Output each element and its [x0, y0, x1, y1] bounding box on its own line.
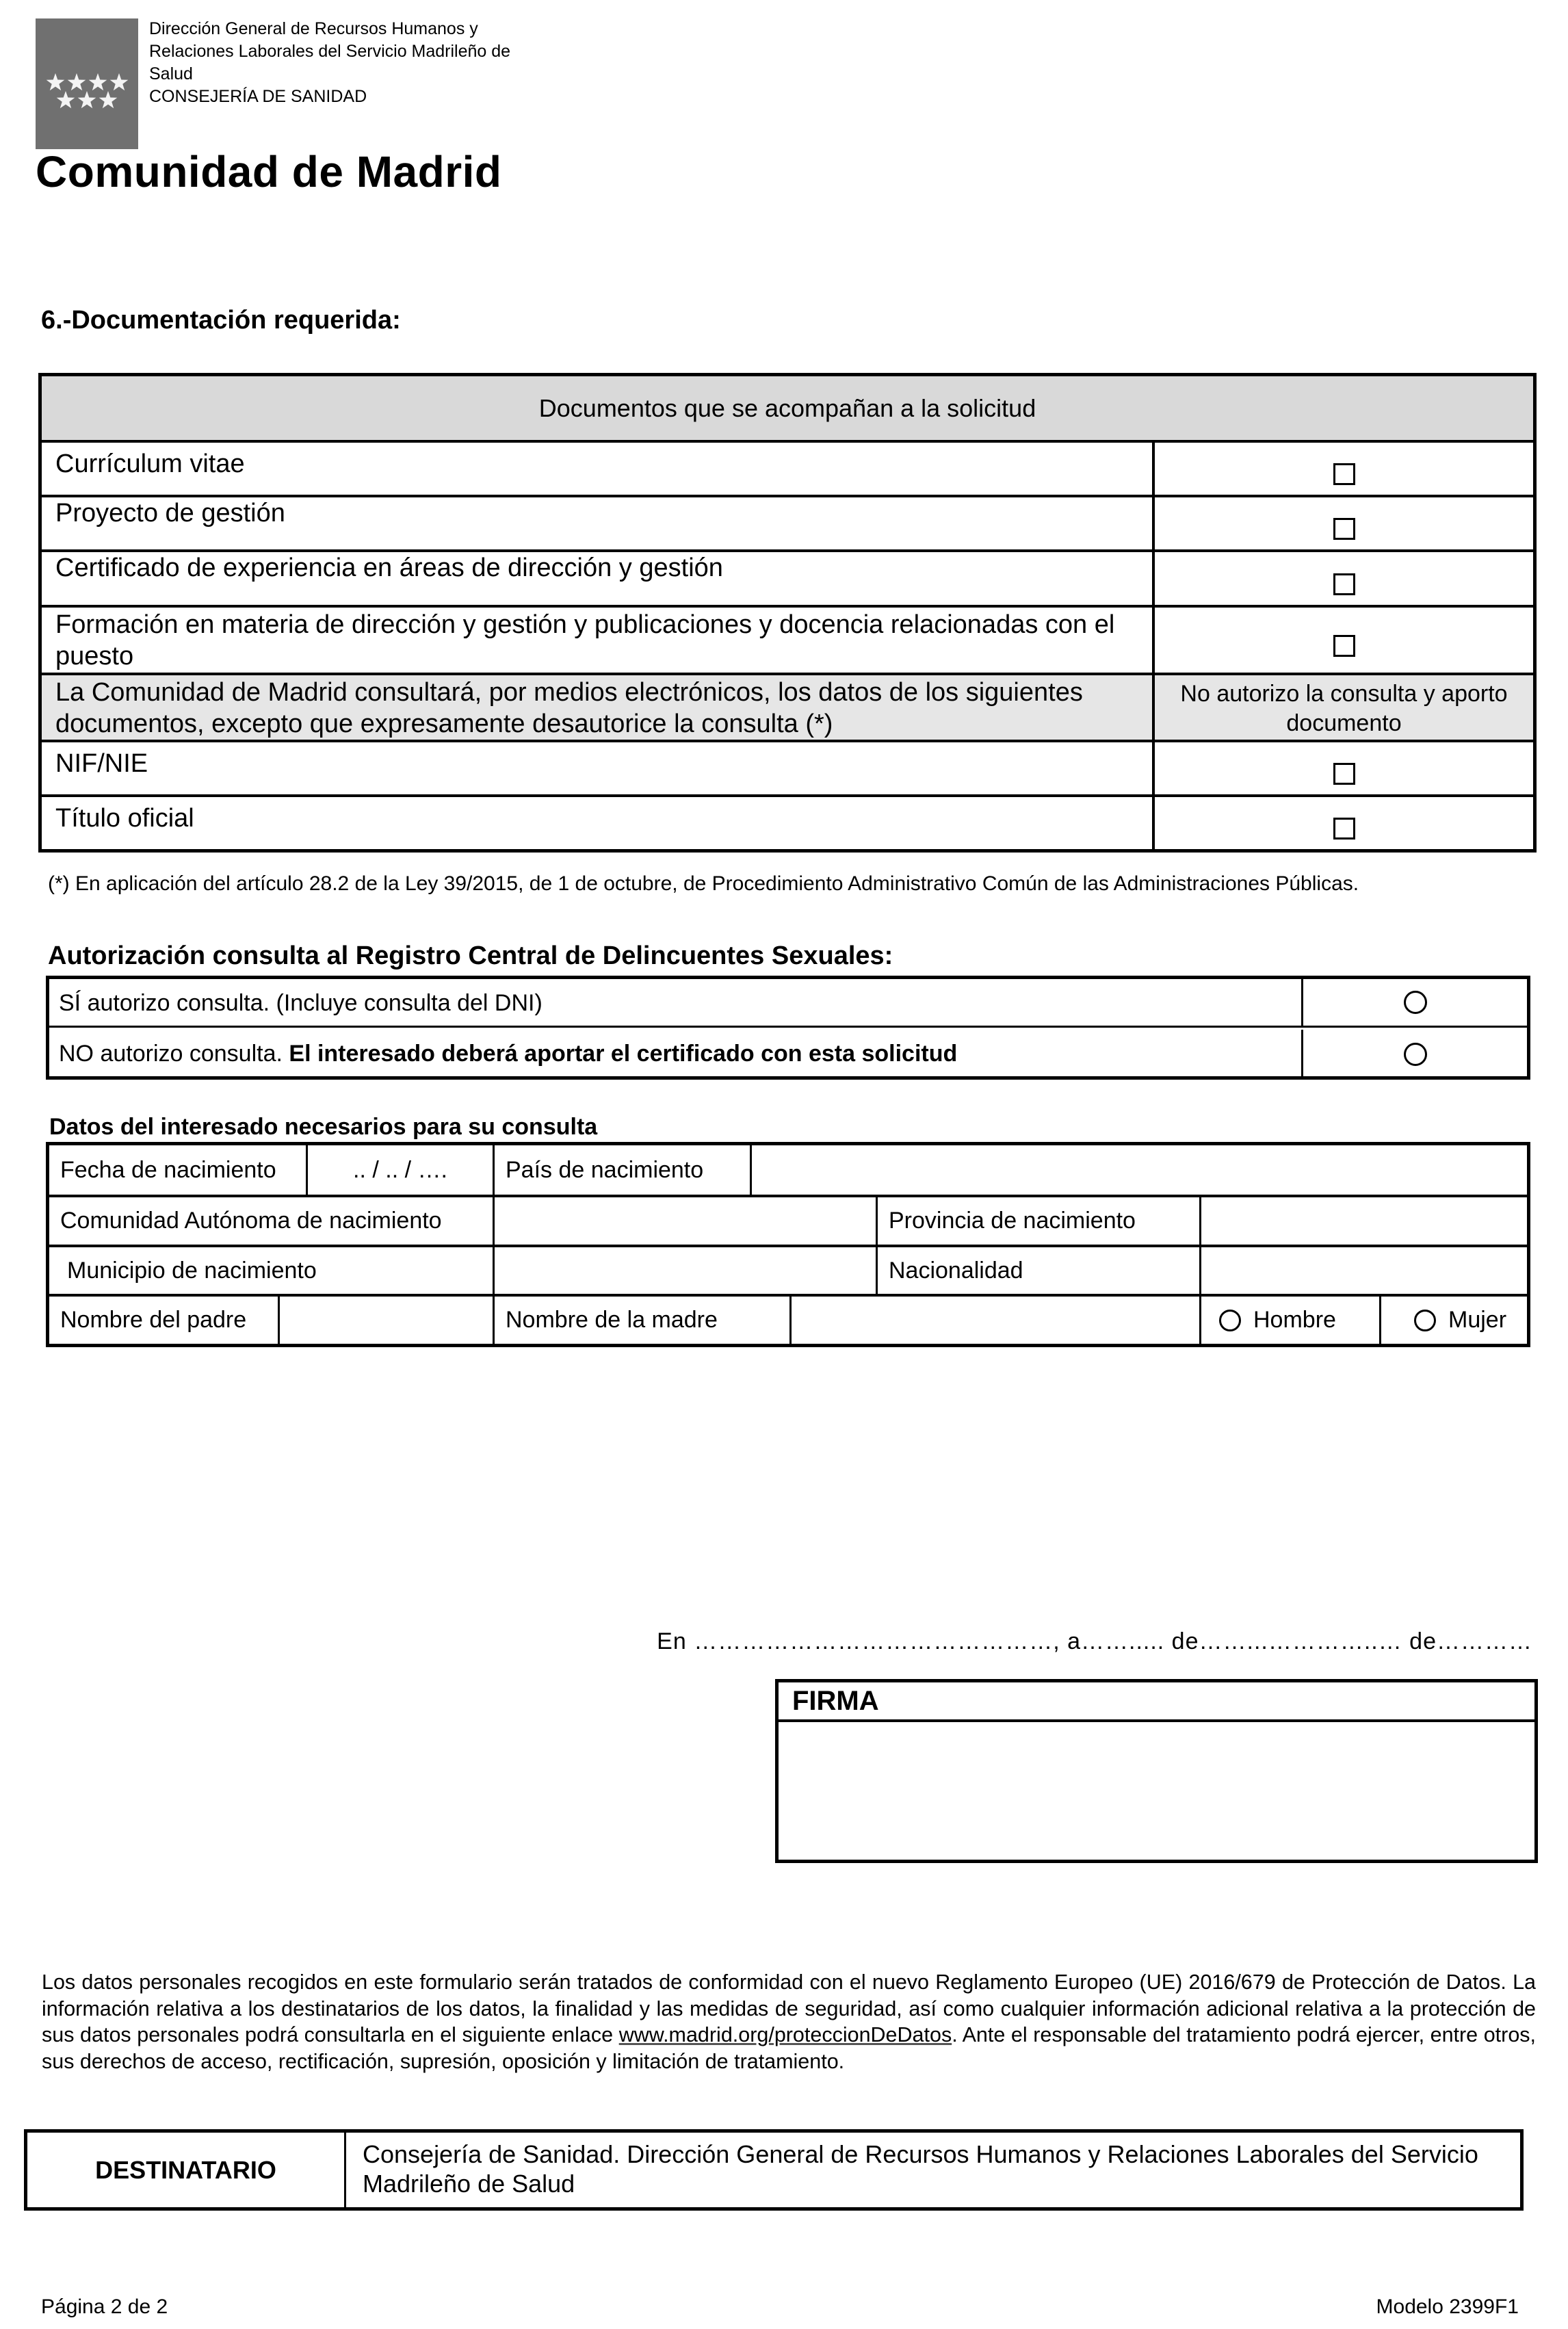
checkbox-cell	[1152, 497, 1533, 549]
padre-label: Nombre del padre	[49, 1297, 280, 1344]
pais-label: País de nacimiento	[495, 1145, 752, 1195]
privacy-text: Los datos personales recogidos en este formulario serán tratados de conformidad con el nuevo Reglamento Europeo (UE) 2016/679 de Protección de Datos. La información relativa a los destinatarios de los datos, la finalidad y las medidas de seguridad, así como cualquier información adicional relativa a la protección de sus datos personales podrá consultarla en el siguiente enlace	[42, 1970, 1536, 2046]
checkbox-cell	[1152, 443, 1533, 495]
ccaa-label: Comunidad Autónoma de nacimiento	[49, 1197, 495, 1245]
checkbox-cell	[1152, 742, 1533, 794]
hombre-label: Hombre	[1253, 1307, 1336, 1333]
destinatario-label: DESTINATARIO	[27, 2133, 346, 2207]
titulo-oficial-checkbox[interactable]	[1333, 818, 1355, 840]
authorization-option-no	[49, 1030, 1527, 1078]
authorization-option-yes	[49, 979, 1527, 1028]
datos-table	[46, 1142, 1530, 1347]
documents-table-header: Documentos que se acompañan a la solicitud	[42, 376, 1533, 443]
mujer-radio[interactable]	[1414, 1310, 1436, 1331]
datos-row	[49, 1145, 1527, 1197]
consulta-header-cell	[1152, 675, 1533, 740]
checkbox-cell	[1152, 552, 1533, 605]
footnote: (*) En aplicación del artículo 28.2 de la Ley 39/2015, de 1 de octubre, de Procedimiento Administrativo Común de las Administraciones Públicas.	[48, 872, 1359, 895]
row-label: Proyecto de gestión	[55, 499, 285, 528]
provincia-nacimiento-field[interactable]	[1201, 1197, 1527, 1245]
nombre-padre-field[interactable]	[280, 1297, 495, 1344]
datos-row	[49, 1247, 1527, 1297]
authorization-title: Autorización consulta al Registro Central de Delincuentes Sexuales:	[48, 941, 893, 970]
nacionalidad-field[interactable]	[1201, 1247, 1527, 1294]
no-autorizo-label: No autorizo la consulta y aporto documento	[1180, 681, 1508, 736]
org-line: Salud	[149, 64, 193, 83]
si-autorizo-radio[interactable]	[1404, 991, 1427, 1014]
signature-label: FIRMA	[779, 1682, 1534, 1722]
option-text: NO autorizo consulta.	[59, 1041, 289, 1067]
table-row	[42, 552, 1533, 608]
no-autorizo-radio[interactable]	[1404, 1043, 1427, 1066]
row-label: Formación en materia de dirección y gestión y publicaciones y docencia relacionadas con el puesto	[55, 610, 1115, 671]
datos-row	[49, 1297, 1527, 1344]
mujer-label: Mujer	[1448, 1307, 1507, 1333]
table-row	[42, 497, 1533, 552]
section-title: 6.-Documentación requerida:	[41, 306, 401, 335]
table-row	[42, 742, 1533, 797]
ccaa-nacimiento-field[interactable]	[495, 1197, 878, 1245]
datos-row	[49, 1197, 1527, 1247]
stars-icon	[36, 18, 138, 149]
nombre-madre-field[interactable]	[792, 1297, 1201, 1344]
option-bold-text: El interesado deberá aportar el certificado con esta solicitud	[289, 1041, 958, 1067]
authorization-table	[46, 976, 1530, 1080]
formacion-checkbox[interactable]	[1333, 635, 1355, 657]
mujer-option[interactable]	[1381, 1297, 1527, 1344]
madrid-logo	[36, 18, 138, 149]
municipio-label: Municipio de nacimiento	[49, 1247, 495, 1294]
destinatario-value: Consejería de Sanidad. Dirección General de Recursos Humanos y Relaciones Laborales del Servicio Madrileño de Salud	[363, 2140, 1478, 2198]
checkbox-cell	[1152, 608, 1533, 673]
certificado-checkbox[interactable]	[1333, 573, 1355, 595]
organization-name	[149, 18, 510, 108]
table-row	[42, 443, 1533, 497]
hombre-radio[interactable]	[1219, 1310, 1241, 1331]
org-line: Dirección General de Recursos Humanos y	[149, 19, 478, 38]
proyecto-checkbox[interactable]	[1333, 518, 1355, 540]
org-line: Relaciones Laborales del Servicio Madrileño de	[149, 42, 511, 61]
fecha-nacimiento-field[interactable]: .. / .. / ….	[308, 1145, 495, 1195]
datos-title: Datos del interesado necesarios para su consulta	[49, 1114, 598, 1140]
fecha-label: Fecha de nacimiento	[49, 1145, 308, 1195]
signature-box[interactable]	[775, 1679, 1538, 1863]
privacy-text-end: . Ante el responsable del tratamiento podrá ejercer, entre otros, sus derechos de acceso, rectificación, supresión, oposición y limitación de tratamiento.	[42, 2023, 1537, 2073]
municipio-nacimiento-field[interactable]	[495, 1247, 878, 1294]
documents-table	[38, 373, 1537, 853]
row-label: Certificado de experiencia en áreas de dirección y gestión	[55, 554, 723, 582]
row-label: Título oficial	[55, 804, 194, 833]
radio-cell	[1301, 979, 1527, 1026]
page-number: Página 2 de 2	[41, 2295, 168, 2318]
madre-label: Nombre de la madre	[495, 1297, 792, 1344]
privacy-link[interactable]: www.madrid.org/proteccionDeDatos	[618, 2023, 952, 2046]
table-row	[42, 608, 1533, 675]
destinatario-box	[24, 2129, 1524, 2211]
pais-nacimiento-field[interactable]	[752, 1145, 1527, 1195]
provincia-label: Provincia de nacimiento	[878, 1197, 1201, 1245]
model-number: Modelo 2399F1	[1376, 2295, 1519, 2318]
row-label: NIF/NIE	[55, 749, 148, 778]
table-row	[42, 797, 1533, 849]
nif-nie-checkbox[interactable]	[1333, 763, 1355, 785]
curriculum-checkbox[interactable]	[1333, 463, 1355, 485]
row-label: La Comunidad de Madrid consultará, por medios electrónicos, los datos de los siguientes documentos, excepto que expresamente desautorice la consulta (*)	[55, 678, 1083, 738]
option-label	[59, 1041, 957, 1067]
radio-cell	[1301, 1030, 1527, 1078]
place-date-line[interactable]: En ………………………………………, a……..... de……...…………..… de…………	[657, 1628, 1532, 1654]
brand-title: Comunidad de Madrid	[36, 147, 502, 196]
org-line: CONSEJERÍA DE SANIDAD	[149, 87, 367, 106]
row-label: Currículum vitae	[55, 450, 245, 478]
table-row-consulta-heading	[42, 675, 1533, 742]
nacionalidad-label: Nacionalidad	[878, 1247, 1201, 1294]
option-text: SÍ autorizo consulta. (Incluye consulta del DNI)	[59, 990, 543, 1016]
option-label	[59, 990, 543, 1017]
hombre-option[interactable]	[1201, 1297, 1381, 1344]
privacy-notice	[42, 1969, 1536, 2074]
checkbox-cell	[1152, 797, 1533, 849]
